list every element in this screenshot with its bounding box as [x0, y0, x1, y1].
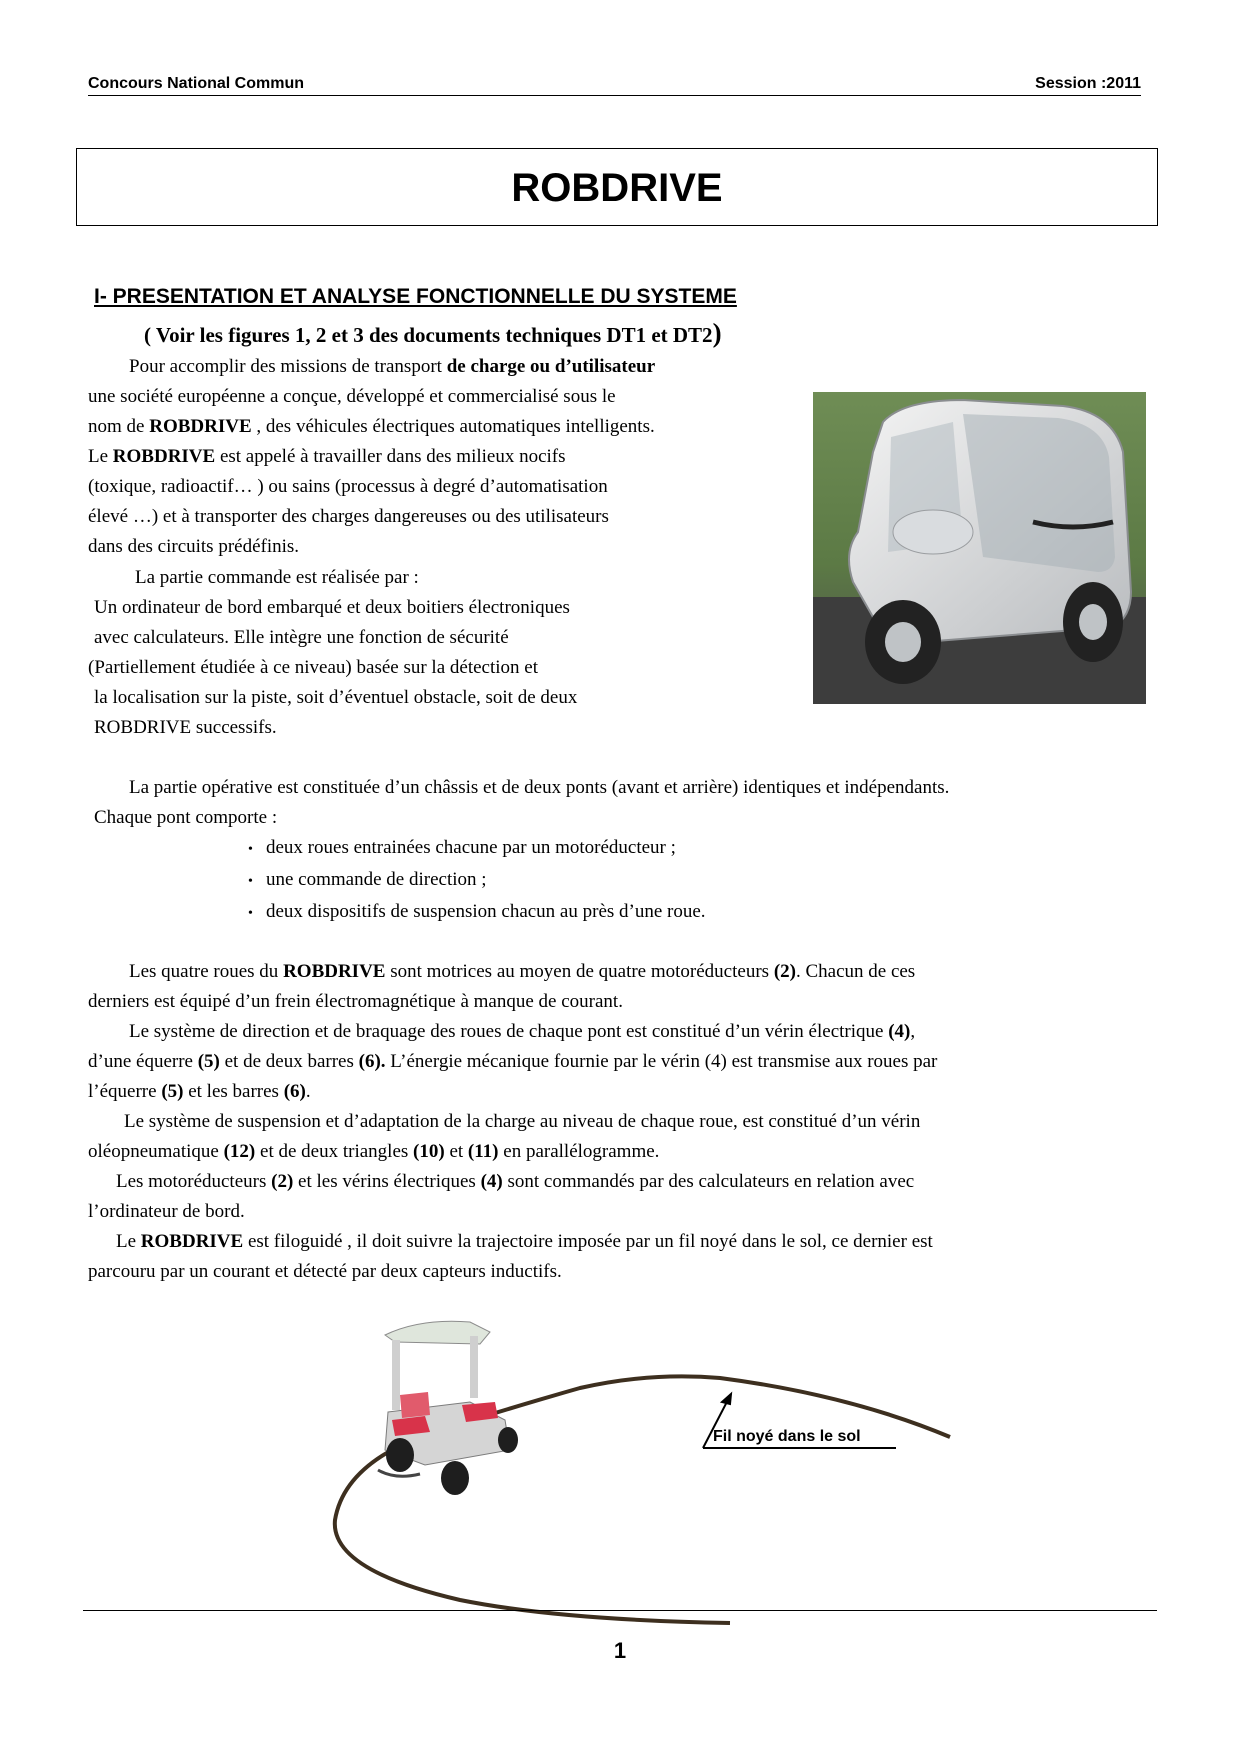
commande-line: avec calculateurs. Elle intègre une fonction de sécurité — [94, 627, 509, 648]
page-header — [88, 75, 1141, 96]
commande-line: ROBDRIVE successifs. — [94, 717, 277, 738]
intro-line: Le ROBDRIVE est appelé à travailler dans des milieux nocifs — [88, 446, 566, 467]
operative-line: La partie opérative est constituée d’un châssis et de deux ponts (avant et arrière) identiques et indépendants. — [129, 777, 950, 798]
section-subheading — [144, 318, 722, 349]
section-heading: I- PRESENTATION ET ANALYSE FONCTIONNELLE DU SYSTEME — [94, 285, 737, 308]
suspension-line: Le système de suspension et d’adaptation de la charge au niveau de chaque roue, est constitué d’un vérin — [124, 1111, 921, 1132]
direction-line: Le système de direction et de braquage des roues de chaque pont est constitué d’un vérin électrique (4), — [129, 1021, 916, 1042]
vehicle-photo — [813, 392, 1146, 704]
subheading-text: ( Voir les figures 1, 2 et 3 des documents techniques DT1 et DT2 — [144, 323, 713, 347]
page-title: ROBDRIVE — [76, 148, 1158, 226]
buried-wire — [335, 1376, 950, 1623]
direction-line: l’équerre (5) et les barres (6). — [88, 1081, 311, 1102]
direction-line: d’une équerre (5) et de deux barres (6). L’énergie mécanique fournie par le vérin (4) est transmise aux roues par — [88, 1051, 938, 1072]
motors-line: Les motoréducteurs (2) et les vérins électriques (4) sont commandés par des calculateurs en relation avec — [116, 1171, 915, 1192]
bullet-item: • deux dispositifs de suspension chacun au près d’une roue. — [248, 901, 706, 925]
motors-line: l’ordinateur de bord. — [88, 1201, 245, 1222]
intro-line: dans des circuits prédéfinis. — [88, 536, 300, 557]
bullet-item: • deux roues entrainées chacune par un motoréducteur ; — [248, 837, 676, 861]
wheels-line: derniers est équipé d’un frein électromagnétique à manque de courant. — [88, 991, 623, 1012]
wheels-line: Les quatre roues du ROBDRIVE sont motrices au moyen de quatre motoréducteurs (2). Chacun de ces — [129, 961, 916, 982]
header-left: Concours National Commun — [88, 75, 305, 92]
commande-line: La partie commande est réalisée par : — [135, 567, 419, 588]
intro-line: Pour accomplir des missions de transport de charge ou d’utilisateur — [129, 356, 656, 377]
intro-line: élevé …) et à transporter des charges dangereuses ou des utilisateurs — [88, 506, 609, 527]
intro-line: une société européenne a conçue, développé et commercialisé sous le — [88, 386, 616, 407]
header-right: Session :2011 — [1035, 75, 1141, 92]
bullet-item: • une commande de direction ; — [248, 869, 487, 893]
small-robot-illustration — [378, 1321, 518, 1495]
guidance-line: parcouru par un courant et détecté par deux capteurs inductifs. — [88, 1261, 562, 1282]
intro-line: nom de ROBDRIVE , des véhicules électriques automatiques intelligents. — [88, 416, 655, 437]
wire-label: Fil noyé dans le sol — [713, 1428, 861, 1445]
commande-line: (Partiellement étudiée à ce niveau) basée sur la détection et — [88, 657, 538, 678]
arrow-head-icon — [722, 1394, 731, 1404]
commande-line: Un ordinateur de bord embarqué et deux boitiers électroniques — [94, 597, 570, 618]
suspension-line: oléopneumatique (12) et de deux triangles (10) et (11) en parallélogramme. — [88, 1141, 660, 1162]
operative-line: Chaque pont comporte : — [94, 807, 278, 828]
commande-line: la localisation sur la piste, soit d’éventuel obstacle, soit de deux — [94, 687, 578, 708]
guidance-line: Le ROBDRIVE est filoguidé , il doit suivre la trajectoire imposée par un fil noyé dans le sol, ce dernier est — [116, 1231, 933, 1252]
page-number: 1 — [613, 1638, 627, 1663]
footer-rule — [83, 1610, 1157, 1611]
intro-line: (toxique, radioactif… ) ou sains (processus à degré d’automatisation — [88, 476, 608, 497]
subheading-close: ) — [712, 318, 722, 348]
